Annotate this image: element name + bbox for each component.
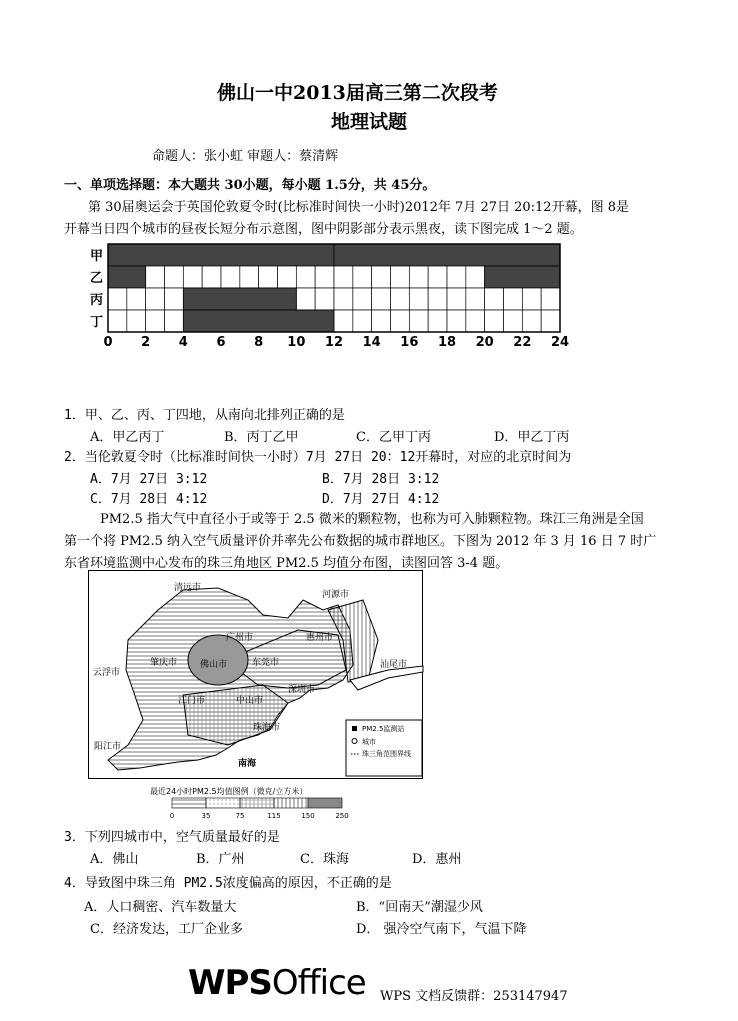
- chart-cell: [221, 266, 240, 288]
- chart-cell: [353, 310, 372, 332]
- tick-label: 8: [254, 335, 264, 350]
- intro2-line-3: 东省环境监测中心发布的珠三角地区 PM2.5 均值分布图，读图回答 3-4 题。: [64, 556, 509, 571]
- city-label: 广州市: [226, 633, 254, 643]
- chart-cell: [296, 266, 315, 288]
- scale-tick: 75: [235, 812, 245, 820]
- night-segment: [334, 244, 560, 266]
- city-label: 云浮市: [93, 668, 121, 678]
- chart-cell: [165, 310, 184, 332]
- legend-boundary: 珠三角范围界线: [362, 750, 411, 758]
- chart-cell: [259, 266, 278, 288]
- day-night-chart: [86, 240, 576, 352]
- chart-cell: [522, 288, 541, 310]
- q4-option-a: A．人口稠密、汽车数量大: [84, 900, 237, 915]
- chart-tick-labels: [103, 335, 569, 350]
- intro-line-2: 开幕当日四个城市的昼夜长短分布示意图，图中阴影部分表示黑夜，读下图完成 1～2 题。: [64, 222, 583, 237]
- chart-cell: [127, 310, 146, 332]
- tick-label: 6: [216, 335, 226, 350]
- city-label: 珠海市: [253, 723, 281, 733]
- tick-label: 22: [513, 335, 532, 350]
- section-heading: 一、单项选择题：本大题共 30小题，每小题 1.5分，共 45分。: [64, 178, 436, 193]
- intro2-line-2: 第一个将 PM2.5 纳入空气质量评价并率先公布数据的城市群地区。下图为 2012 年 3 月 16 日 7 时广: [64, 534, 657, 549]
- scale-tick: 150: [301, 812, 315, 820]
- row-label: 乙: [90, 271, 104, 286]
- chart-cell: [504, 288, 523, 310]
- chart-cell: [372, 310, 391, 332]
- chart-cell: [202, 266, 221, 288]
- chart-cell: [372, 288, 391, 310]
- q1-option-d: D．甲乙丁丙: [494, 430, 570, 445]
- chart-cell: [428, 310, 447, 332]
- authors-line: 命题人：张小虹 审题人：蔡清辉: [152, 149, 339, 164]
- chart-cell: [504, 310, 523, 332]
- chart-cell: [485, 288, 504, 310]
- chart-cell: [315, 266, 334, 288]
- city-label: 汕尾市: [380, 660, 408, 670]
- scale-box: [172, 798, 206, 808]
- scale-tick: 115: [267, 812, 281, 820]
- scale-tick: 250: [335, 812, 349, 820]
- night-segment: [108, 244, 334, 266]
- night-segment: [183, 310, 334, 332]
- chart-cell: [334, 310, 353, 332]
- q4-option-c: C．经济发达，工厂企业多: [90, 922, 243, 937]
- chart-cell: [541, 288, 560, 310]
- chart-cell: [353, 266, 372, 288]
- scale-ticks: [170, 812, 349, 820]
- scale-tick: 0: [169, 812, 175, 820]
- scale-box: [308, 798, 342, 808]
- city-label: 中山市: [236, 696, 264, 706]
- city-label: 清远市: [174, 583, 202, 593]
- legend-station: PM2.5监测站: [362, 725, 405, 733]
- chart-cell: [391, 266, 410, 288]
- chart-cell: [315, 288, 334, 310]
- question-1: 1．甲、乙、丙、丁四地，从南向北排列正确的是: [64, 408, 345, 423]
- row-label: 丁: [90, 315, 104, 330]
- chart-cell: [296, 288, 315, 310]
- city-label: 惠州市: [306, 633, 334, 643]
- row-label: 甲: [90, 249, 104, 264]
- city-label: 深圳市: [288, 685, 316, 695]
- q2-option-d: D．7月 27日 4:12: [322, 492, 440, 507]
- chart-cell: [485, 310, 504, 332]
- chart-cell: [165, 288, 184, 310]
- tick-label: 0: [103, 335, 113, 350]
- chart-cell: [240, 266, 259, 288]
- chart-cell: [391, 288, 410, 310]
- chart-cell: [146, 266, 165, 288]
- wps-logo-text: WPS: [188, 963, 272, 1003]
- tick-label: 14: [362, 335, 381, 350]
- chart-cell: [466, 266, 485, 288]
- tick-label: 4: [178, 335, 188, 350]
- chart-cell: [146, 310, 165, 332]
- office-logo-text: Office: [271, 963, 366, 1003]
- chart-cell: [409, 288, 428, 310]
- chart-cell: [466, 310, 485, 332]
- question-4: 4．导致图中珠三角 PM2.5浓度偏高的原因，不正确的是: [64, 876, 392, 891]
- tick-label: 10: [287, 335, 306, 350]
- q3-option-c: C．珠海: [300, 852, 349, 867]
- feedback-group: WPS 文档反馈群：253147947: [380, 989, 568, 1004]
- chart-cell: [183, 266, 202, 288]
- station-symbol: [352, 726, 357, 731]
- city-label: 河源市: [322, 590, 350, 600]
- tick-label: 18: [437, 335, 457, 350]
- chart-cell: [409, 310, 428, 332]
- chart-cell: [428, 266, 447, 288]
- row-label: 丙: [90, 293, 104, 308]
- chart-cell: [146, 288, 165, 310]
- tick-label: 20: [475, 335, 494, 350]
- chart-cell: [334, 266, 353, 288]
- scale-boxes: [172, 798, 342, 808]
- intro2-line-1: PM2.5 指大气中直径小于或等于 2.5 微米的颗粒物，也称为可入肺颗粒物。珠江三角洲是全国: [100, 512, 644, 527]
- q1-option-b: B．丙丁乙甲: [224, 430, 299, 445]
- chart-cell: [447, 310, 466, 332]
- scale-box: [206, 798, 240, 808]
- sea-label: 南海: [238, 759, 257, 769]
- city-label: 江门市: [178, 696, 206, 706]
- night-segment: [183, 288, 296, 310]
- chart-cell: [466, 288, 485, 310]
- q2-option-a: A．7月 27日 3:12: [90, 472, 208, 487]
- chart-cell: [108, 310, 127, 332]
- chart-cell: [334, 288, 353, 310]
- chart-cell: [108, 288, 127, 310]
- scale-box: [274, 798, 308, 808]
- chart-rows: [108, 244, 560, 332]
- tick-label: 2: [141, 335, 151, 350]
- page-subtitle: 地理试题: [331, 111, 408, 133]
- q4-option-d: D． 强冷空气南下，气温下降: [356, 922, 527, 937]
- q3-option-b: B．广州: [196, 852, 245, 867]
- pm25-map: [88, 570, 424, 826]
- q2-option-c: C．7月 28日 4:12: [90, 492, 208, 507]
- intro-line-1: 第 30届奥运会于英国伦敦夏令时(比标准时间快一小时)2012年 7月 27日 20:12开幕，图 8是: [88, 200, 629, 215]
- page-title: 佛山一中2013届高三第二次段考: [217, 82, 498, 104]
- wps-office-logo: [188, 963, 366, 1003]
- tick-label: 16: [400, 335, 419, 350]
- tick-label: 12: [324, 335, 344, 350]
- tick-label: 24: [550, 335, 570, 350]
- scale-box: [240, 798, 274, 808]
- night-segment: [108, 266, 146, 288]
- chart-cell: [522, 310, 541, 332]
- chart-cell: [278, 266, 297, 288]
- city-label: 佛山市: [200, 660, 228, 670]
- q2-option-b: B．7月 28日 3:12: [322, 472, 440, 487]
- chart-cell: [541, 310, 560, 332]
- city-label: 肇庆市: [150, 658, 178, 668]
- q4-option-b: B．“回南天”潮湿少风: [356, 900, 483, 915]
- chart-cell: [127, 288, 146, 310]
- scale-tick: 35: [201, 812, 211, 820]
- legend-city: 城市: [362, 738, 376, 746]
- q3-option-a: A．佛山: [90, 852, 139, 867]
- chart-cell: [447, 266, 466, 288]
- city-label: 阳江市: [94, 742, 122, 752]
- question-2: 2．当伦敦夏令时（比标准时间快一小时）7月 27日 20：12开幕时，对应的北京时间为: [64, 450, 572, 465]
- q3-option-d: D．惠州: [412, 852, 462, 867]
- night-segment: [485, 266, 560, 288]
- scale-title: 最近24小时PM2.5均值图例（微克/立方米）: [150, 787, 308, 796]
- chart-cell: [428, 288, 447, 310]
- q1-option-a: A．甲乙丙丁: [90, 430, 165, 445]
- chart-cell: [372, 266, 391, 288]
- chart-cell: [447, 288, 466, 310]
- chart-cell: [391, 310, 410, 332]
- chart-cell: [165, 266, 184, 288]
- q1-option-c: C．乙甲丁丙: [356, 430, 431, 445]
- chart-cell: [409, 266, 428, 288]
- question-3: 3．下列四城市中，空气质量最好的是: [64, 830, 280, 845]
- city-label: 东莞市: [252, 658, 280, 668]
- chart-row-labels: [90, 249, 103, 330]
- chart-cell: [353, 288, 372, 310]
